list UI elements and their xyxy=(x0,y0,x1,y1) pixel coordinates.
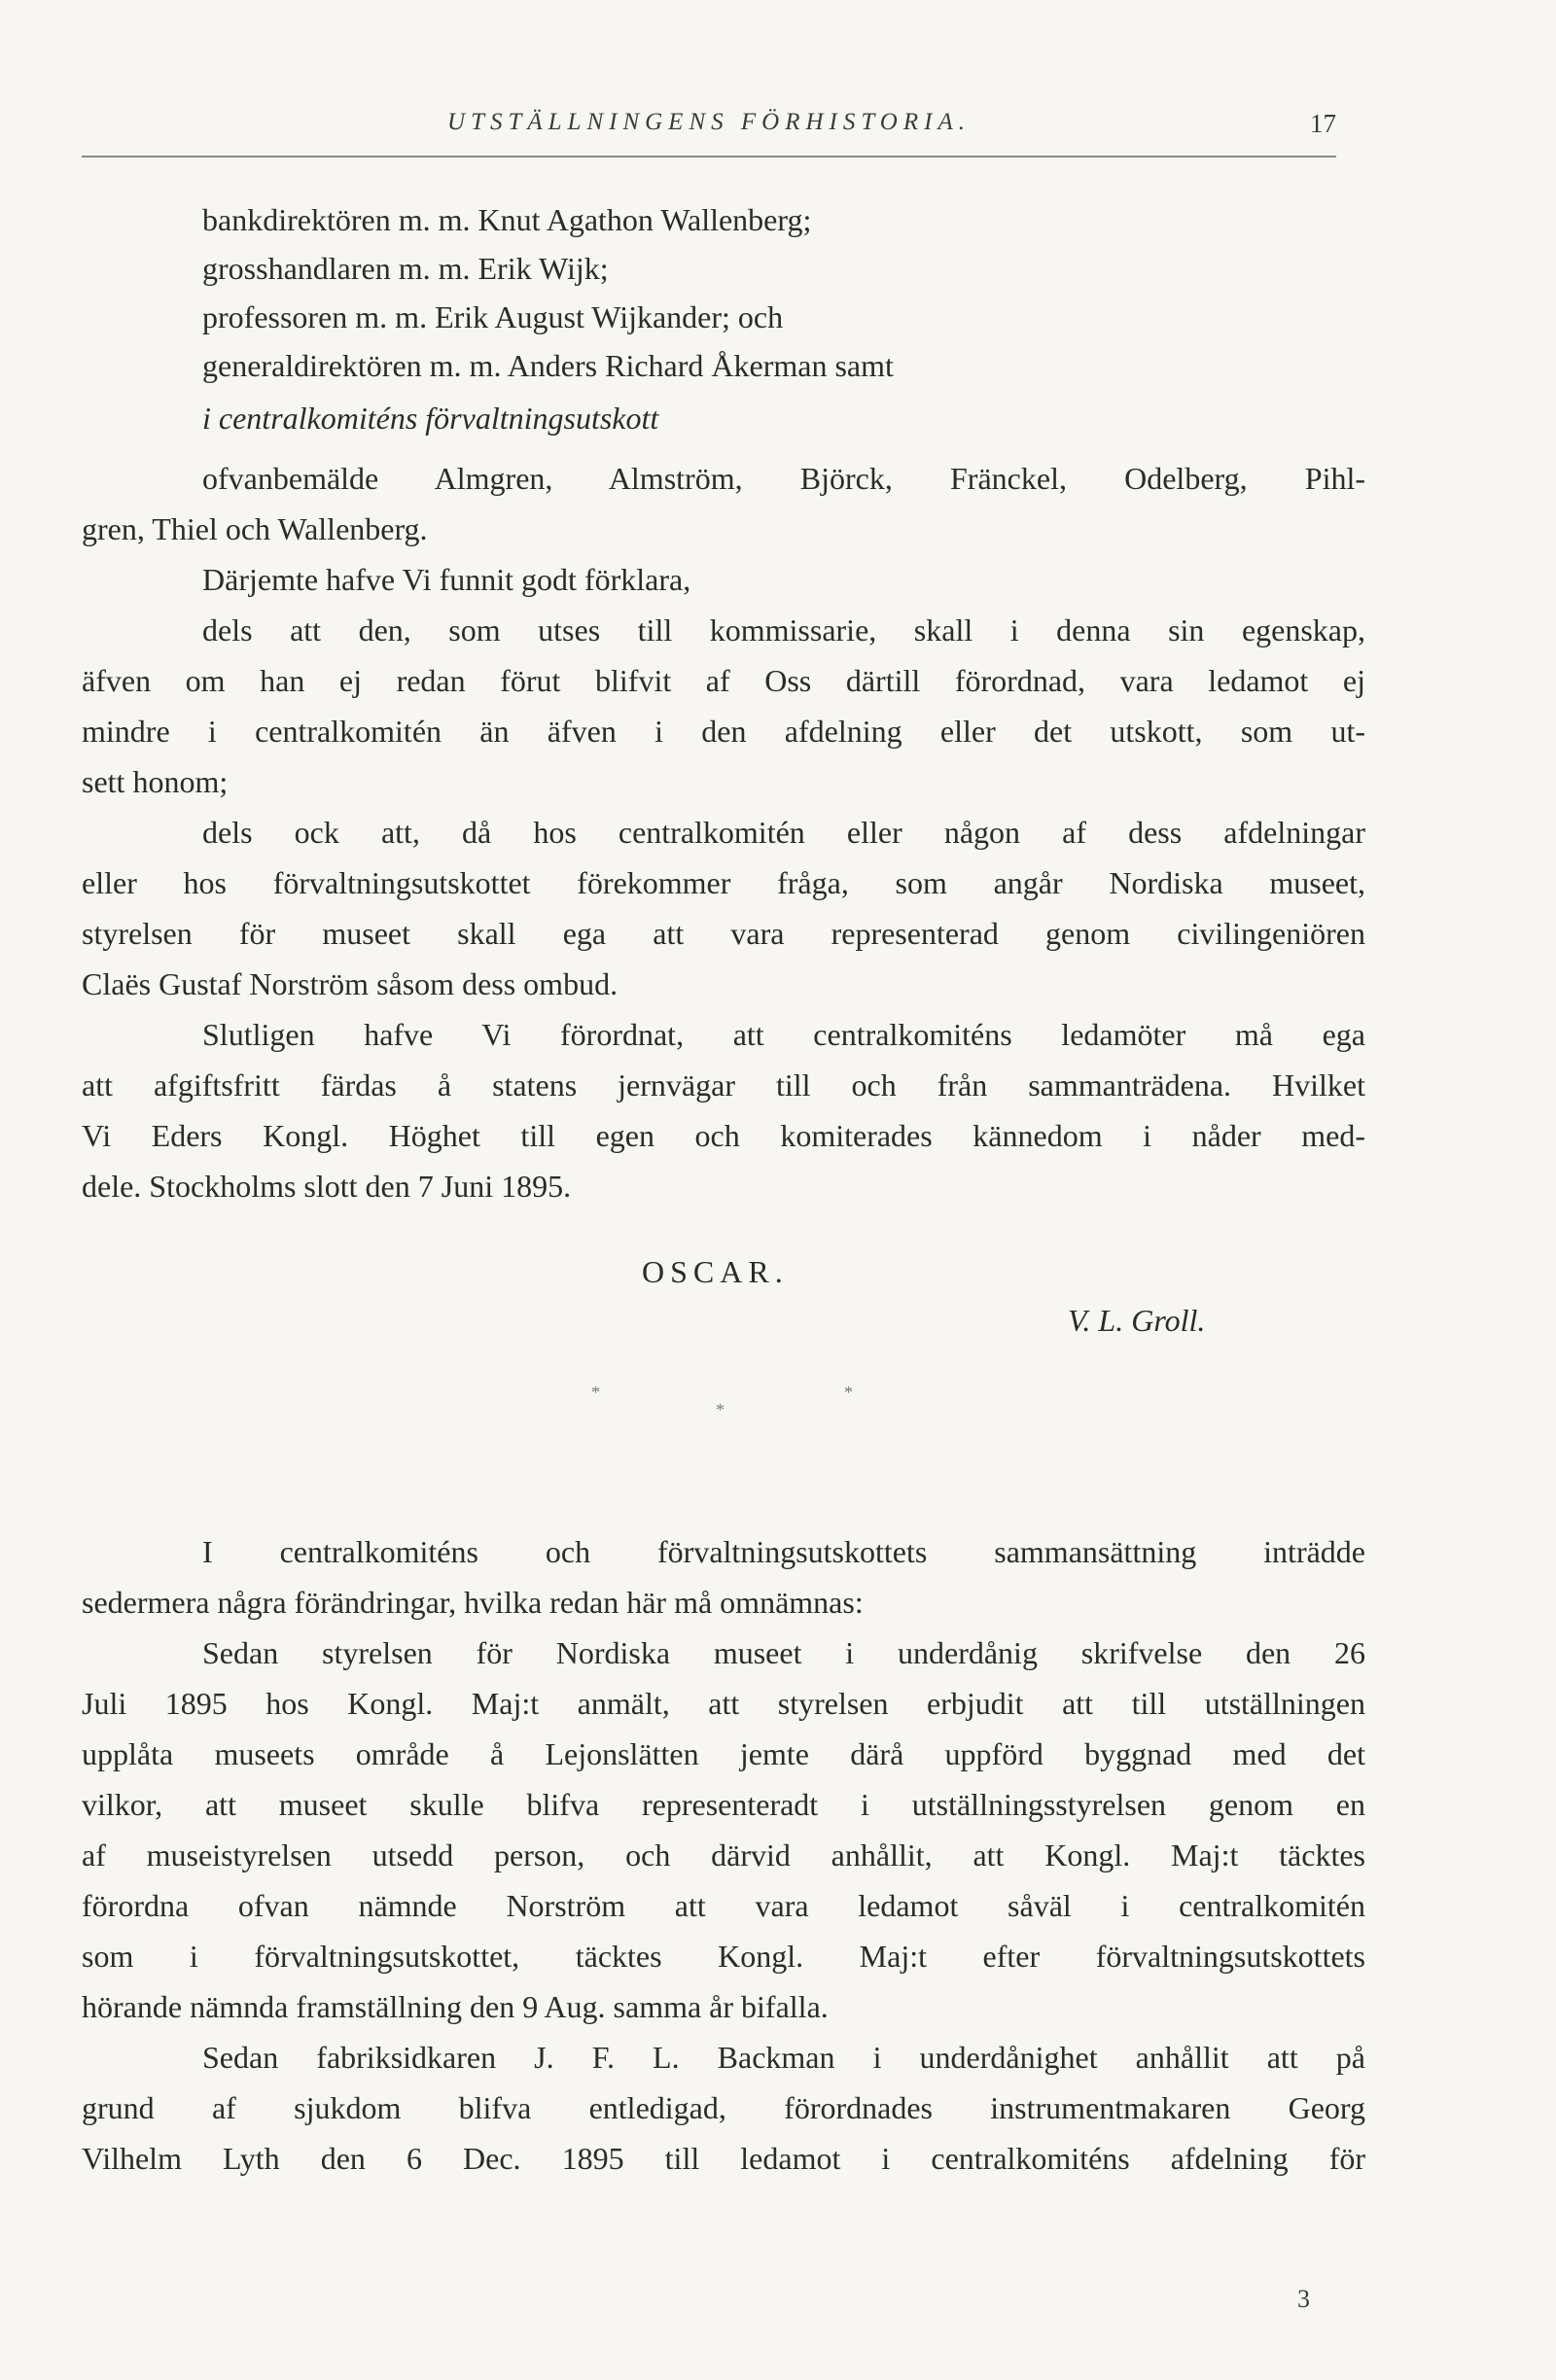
signature-mark: 3 xyxy=(1297,2285,1310,2313)
text-line: att afgiftsfritt färdas å statens jernvägar till och från sammanträdena. Hvilket xyxy=(82,1068,1365,1102)
signature-groll: V. L. Groll. xyxy=(1068,1303,1206,1338)
text-line: Slutligen hafve Vi förordnat, att centralkomiténs ledamöter må ega xyxy=(202,1017,1365,1052)
text-line: sedermera några förändringar, hvilka redan här må omnämnas: xyxy=(82,1585,864,1620)
text-line: sett honom; xyxy=(82,764,229,799)
text-line: Claës Gustaf Norström såsom dess ombud. xyxy=(82,966,619,1001)
text-line: ofvanbemälde Almgren, Almström, Björck, Fränckel, Odelberg, Pihl- xyxy=(202,461,1365,496)
text-line: äfven om han ej redan förut blifvit af Oss därtill förordnad, vara ledamot ej xyxy=(82,663,1365,698)
text-line: dels att den, som utses till kommissarie, skall i denna sin egenskap, xyxy=(202,612,1365,648)
text-line: vilkor, att museet skulle blifva representeradt i utställningsstyrelsen genom en xyxy=(82,1787,1365,1822)
text-line: eller hos förvaltningsutskottet förekommer fråga, som angår Nordiska museet, xyxy=(82,865,1365,900)
text-line: dele. Stockholms slott den 7 Juni 1895. xyxy=(82,1169,572,1204)
text-line: I centralkomiténs och förvaltningsutskottets sammansättning inträdde xyxy=(202,1534,1365,1569)
text-line: generaldirektören m. m. Anders Richard Åkerman samt xyxy=(202,348,894,383)
text-line: Vi Eders Kongl. Höghet till egen och komiterades kännedom i nåder med- xyxy=(82,1118,1365,1153)
running-title: UTSTÄLLNINGENS FÖRHISTORIA. xyxy=(447,109,971,135)
text-line: Därjemte hafve Vi funnit godt förklara, xyxy=(202,562,691,597)
text-line: som i förvaltningsutskottet, täcktes Kongl. Maj:t efter förvaltningsutskottets xyxy=(82,1939,1365,1974)
signature-oscar: OSCAR. xyxy=(642,1254,789,1289)
text-line: Vilhelm Lyth den 6 Dec. 1895 till ledamot i centralkomiténs afdelning för xyxy=(82,2141,1365,2176)
text-line: gren, Thiel och Wallenberg. xyxy=(82,511,428,546)
text-line: bankdirektören m. m. Knut Agathon Wallenberg; xyxy=(202,202,812,237)
separator-star: * xyxy=(844,1382,853,1402)
text-line: Sedan fabriksidkaren J. F. L. Backman i underdånighet anhållit att på xyxy=(202,2040,1365,2075)
section-separator xyxy=(584,1379,875,1418)
separator-star: * xyxy=(591,1382,600,1402)
page-header xyxy=(82,109,1336,154)
text-line: af museistyrelsen utsedd person, och därvid anhållit, att Kongl. Maj:t täcktes xyxy=(82,1838,1365,1872)
text-line: Juli 1895 hos Kongl. Maj:t anmält, att styrelsen erbjudit att till utställningen xyxy=(82,1686,1365,1721)
section-subheading: i centralkomiténs förvaltningsutskott xyxy=(202,401,659,436)
text-line: mindre i centralkomitén än äfven i den afdelning eller det utskott, som ut- xyxy=(82,714,1365,749)
text-line: Sedan styrelsen för Nordiska museet i underdånig skrifvelse den 26 xyxy=(202,1635,1365,1670)
text-line: grosshandlaren m. m. Erik Wijk; xyxy=(202,251,609,286)
separator-star: * xyxy=(716,1400,725,1419)
page-number: 17 xyxy=(1310,109,1336,138)
text-line: grund af sjukdom blifva entledigad, förordnades instrumentmakaren Georg xyxy=(82,2090,1365,2125)
text-line: hörande nämnda framställning den 9 Aug. samma år bifalla. xyxy=(82,1989,829,2024)
text-line: styrelsen för museet skall ega att vara representerad genom civilingeniören xyxy=(82,916,1365,951)
text-line: dels ock att, då hos centralkomitén eller någon af dess afdelningar xyxy=(202,815,1365,850)
text-line: professoren m. m. Erik August Wijkander; och xyxy=(202,299,784,334)
text-line: förordna ofvan nämnde Norström att vara ledamot såväl i centralkomitén xyxy=(82,1888,1365,1923)
header-rule xyxy=(82,156,1336,158)
text-line: upplåta museets område å Lejonslätten jemte därå uppförd byggnad med det xyxy=(82,1736,1365,1771)
